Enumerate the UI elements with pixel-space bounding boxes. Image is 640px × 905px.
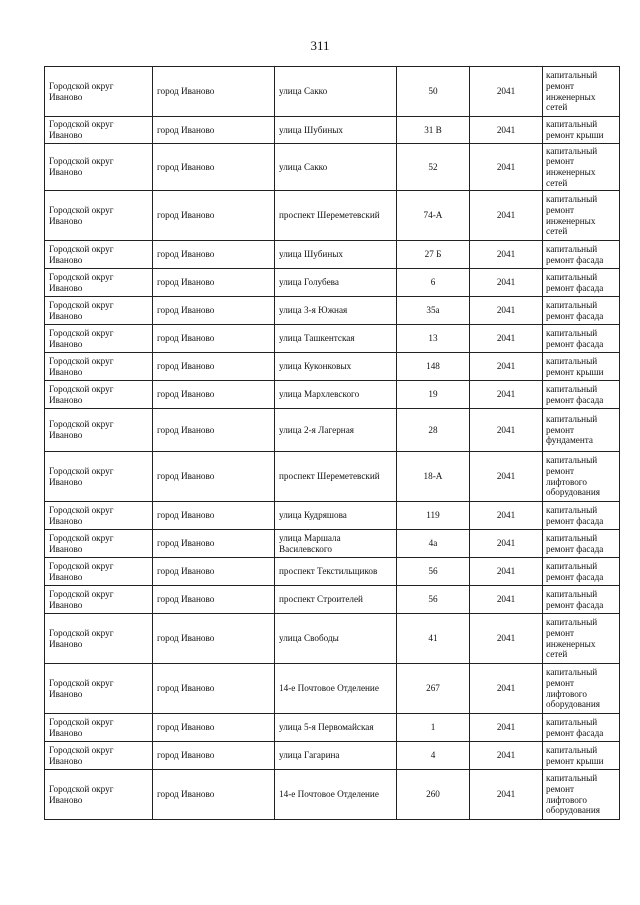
- district-cell: Городской округ Иваново: [45, 353, 153, 381]
- work-type-cell: капитальный ремонт лифтового оборудования: [543, 770, 620, 820]
- work-type-cell: капитальный ремонт фасада: [543, 586, 620, 614]
- work-type-cell: капитальный ремонт фасада: [543, 381, 620, 409]
- street-cell: улица 2-я Лагерная: [275, 409, 397, 452]
- district-cell: Городской округ Иваново: [45, 409, 153, 452]
- district-cell: Городской округ Иваново: [45, 297, 153, 325]
- work-type-cell: капитальный ремонт фасада: [543, 530, 620, 558]
- year-cell: 2041: [470, 325, 543, 353]
- city-cell: город Иваново: [153, 502, 275, 530]
- city-cell: город Иваново: [153, 770, 275, 820]
- house-number-cell: 52: [397, 144, 470, 191]
- street-cell: 14-е Почтовое Отделение: [275, 664, 397, 714]
- district-cell: Городской округ Иваново: [45, 664, 153, 714]
- year-cell: 2041: [470, 117, 543, 144]
- city-cell: город Иваново: [153, 144, 275, 191]
- city-cell: город Иваново: [153, 452, 275, 502]
- district-cell: Городской округ Иваново: [45, 452, 153, 502]
- house-number-cell: 13: [397, 325, 470, 353]
- year-cell: 2041: [470, 67, 543, 117]
- city-cell: город Иваново: [153, 586, 275, 614]
- table-row: [45, 381, 620, 409]
- year-cell: 2041: [470, 452, 543, 502]
- street-cell: улица Голубева: [275, 269, 397, 297]
- city-cell: город Иваново: [153, 614, 275, 664]
- house-number-cell: 4: [397, 742, 470, 770]
- district-cell: Городской округ Иваново: [45, 558, 153, 586]
- street-cell: улица Маршала Василевского: [275, 530, 397, 558]
- district-cell: Городской округ Иваново: [45, 191, 153, 241]
- district-cell: Городской округ Иваново: [45, 530, 153, 558]
- street-cell: улица Мархлевского: [275, 381, 397, 409]
- year-cell: 2041: [470, 558, 543, 586]
- year-cell: 2041: [470, 297, 543, 325]
- street-cell: улица Куконковых: [275, 353, 397, 381]
- year-cell: 2041: [470, 409, 543, 452]
- table-row: [45, 409, 620, 452]
- table-row: [45, 664, 620, 714]
- house-number-cell: 267: [397, 664, 470, 714]
- district-cell: Городской округ Иваново: [45, 502, 153, 530]
- work-type-cell: капитальный ремонт фасада: [543, 269, 620, 297]
- year-cell: 2041: [470, 664, 543, 714]
- house-number-cell: 28: [397, 409, 470, 452]
- district-cell: Городской округ Иваново: [45, 770, 153, 820]
- street-cell: улица Кудряшова: [275, 502, 397, 530]
- house-number-cell: 31 В: [397, 117, 470, 144]
- city-cell: город Иваново: [153, 241, 275, 269]
- house-number-cell: 74-А: [397, 191, 470, 241]
- street-cell: улица Сакко: [275, 144, 397, 191]
- table-row: [45, 452, 620, 502]
- street-cell: улица 3-я Южная: [275, 297, 397, 325]
- table-row: [45, 502, 620, 530]
- city-cell: город Иваново: [153, 269, 275, 297]
- district-cell: Городской округ Иваново: [45, 381, 153, 409]
- house-number-cell: 148: [397, 353, 470, 381]
- district-cell: Городской округ Иваново: [45, 325, 153, 353]
- year-cell: 2041: [470, 586, 543, 614]
- table-row: [45, 269, 620, 297]
- district-cell: Городской округ Иваново: [45, 67, 153, 117]
- city-cell: город Иваново: [153, 381, 275, 409]
- table-row: [45, 297, 620, 325]
- work-type-cell: капитальный ремонт фасада: [543, 502, 620, 530]
- year-cell: 2041: [470, 530, 543, 558]
- work-type-cell: капитальный ремонт лифтового оборудования: [543, 664, 620, 714]
- street-cell: улица Шубиных: [275, 117, 397, 144]
- table-row: [45, 191, 620, 241]
- house-number-cell: 50: [397, 67, 470, 117]
- year-cell: 2041: [470, 144, 543, 191]
- house-number-cell: 56: [397, 558, 470, 586]
- work-type-cell: капитальный ремонт инженерных сетей: [543, 191, 620, 241]
- district-cell: Городской округ Иваново: [45, 241, 153, 269]
- street-cell: улица Свободы: [275, 614, 397, 664]
- district-cell: Городской округ Иваново: [45, 614, 153, 664]
- work-type-cell: капитальный ремонт крыши: [543, 742, 620, 770]
- work-type-cell: капитальный ремонт фасада: [543, 325, 620, 353]
- house-number-cell: 18-А: [397, 452, 470, 502]
- year-cell: 2041: [470, 714, 543, 742]
- street-cell: улица Шубиных: [275, 241, 397, 269]
- city-cell: город Иваново: [153, 67, 275, 117]
- year-cell: 2041: [470, 269, 543, 297]
- house-number-cell: 6: [397, 269, 470, 297]
- street-cell: проспект Текстильщиков: [275, 558, 397, 586]
- year-cell: 2041: [470, 381, 543, 409]
- district-cell: Городской округ Иваново: [45, 742, 153, 770]
- city-cell: город Иваново: [153, 530, 275, 558]
- year-cell: 2041: [470, 502, 543, 530]
- table-row: [45, 714, 620, 742]
- city-cell: город Иваново: [153, 117, 275, 144]
- repair-schedule-table: [44, 66, 620, 820]
- table-row: [45, 241, 620, 269]
- district-cell: Городской округ Иваново: [45, 144, 153, 191]
- table-row: [45, 117, 620, 144]
- street-cell: проспект Шереметевский: [275, 191, 397, 241]
- work-type-cell: капитальный ремонт фасада: [543, 297, 620, 325]
- district-cell: Городской округ Иваново: [45, 586, 153, 614]
- table-row: [45, 144, 620, 191]
- table-row: [45, 586, 620, 614]
- work-type-cell: капитальный ремонт инженерных сетей: [543, 67, 620, 117]
- city-cell: город Иваново: [153, 297, 275, 325]
- table-row: [45, 325, 620, 353]
- work-type-cell: капитальный ремонт фундамента: [543, 409, 620, 452]
- street-cell: улица Ташкентская: [275, 325, 397, 353]
- table-row: [45, 614, 620, 664]
- city-cell: город Иваново: [153, 742, 275, 770]
- work-type-cell: капитальный ремонт фасада: [543, 714, 620, 742]
- page-number: 311: [310, 38, 330, 53]
- street-cell: улица Гагарина: [275, 742, 397, 770]
- city-cell: город Иваново: [153, 353, 275, 381]
- work-type-cell: капитальный ремонт лифтового оборудования: [543, 452, 620, 502]
- street-cell: 14-е Почтовое Отделение: [275, 770, 397, 820]
- house-number-cell: 35а: [397, 297, 470, 325]
- city-cell: город Иваново: [153, 664, 275, 714]
- year-cell: 2041: [470, 191, 543, 241]
- year-cell: 2041: [470, 241, 543, 269]
- city-cell: город Иваново: [153, 714, 275, 742]
- table-row: [45, 530, 620, 558]
- city-cell: город Иваново: [153, 558, 275, 586]
- work-type-cell: капитальный ремонт фасада: [543, 241, 620, 269]
- table-row: [45, 742, 620, 770]
- street-cell: улица 5-я Первомайская: [275, 714, 397, 742]
- street-cell: проспект Строителей: [275, 586, 397, 614]
- work-type-cell: капитальный ремонт крыши: [543, 117, 620, 144]
- house-number-cell: 4а: [397, 530, 470, 558]
- street-cell: проспект Шереметевский: [275, 452, 397, 502]
- city-cell: город Иваново: [153, 191, 275, 241]
- work-type-cell: капитальный ремонт инженерных сетей: [543, 144, 620, 191]
- house-number-cell: 19: [397, 381, 470, 409]
- year-cell: 2041: [470, 614, 543, 664]
- house-number-cell: 27 Б: [397, 241, 470, 269]
- table-row: [45, 558, 620, 586]
- house-number-cell: 1: [397, 714, 470, 742]
- year-cell: 2041: [470, 353, 543, 381]
- city-cell: город Иваново: [153, 409, 275, 452]
- house-number-cell: 41: [397, 614, 470, 664]
- city-cell: город Иваново: [153, 325, 275, 353]
- year-cell: 2041: [470, 770, 543, 820]
- district-cell: Городской округ Иваново: [45, 714, 153, 742]
- work-type-cell: капитальный ремонт инженерных сетей: [543, 614, 620, 664]
- house-number-cell: 56: [397, 586, 470, 614]
- work-type-cell: капитальный ремонт крыши: [543, 353, 620, 381]
- table-row: [45, 770, 620, 820]
- district-cell: Городской округ Иваново: [45, 269, 153, 297]
- table-row: [45, 353, 620, 381]
- house-number-cell: 119: [397, 502, 470, 530]
- district-cell: Городской округ Иваново: [45, 117, 153, 144]
- table-row: [45, 67, 620, 117]
- year-cell: 2041: [470, 742, 543, 770]
- work-type-cell: капитальный ремонт фасада: [543, 558, 620, 586]
- street-cell: улица Сакко: [275, 67, 397, 117]
- house-number-cell: 260: [397, 770, 470, 820]
